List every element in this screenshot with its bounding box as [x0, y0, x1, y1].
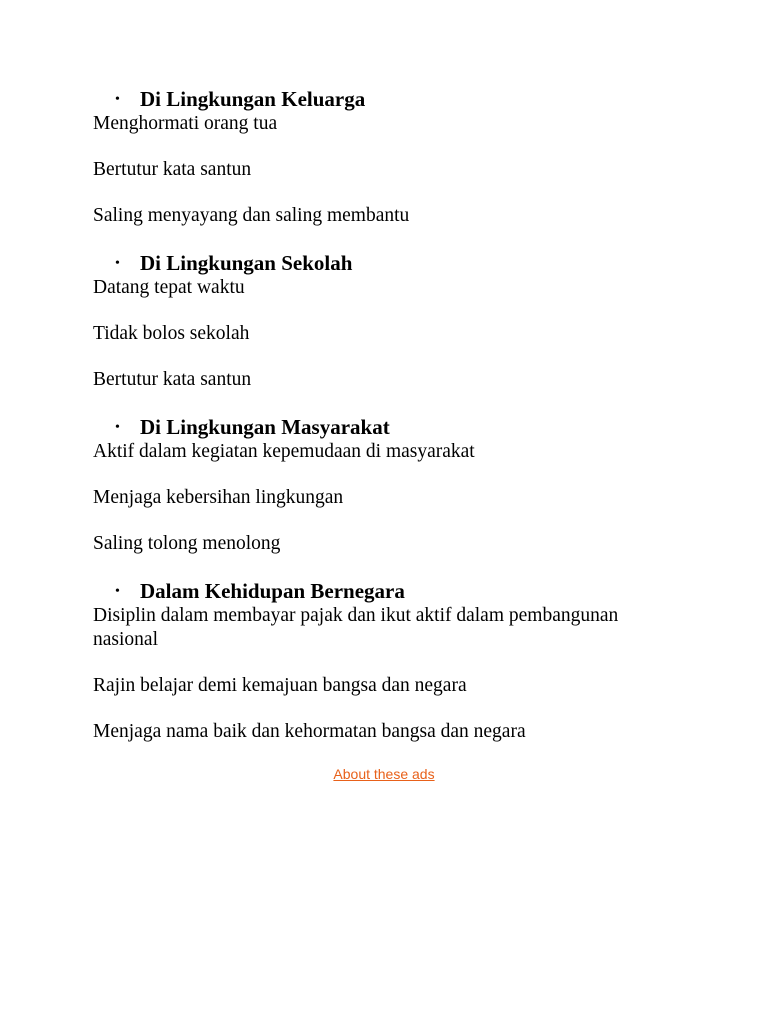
heading-text: Di Lingkungan Sekolah	[140, 251, 353, 275]
list-item: Menghormati orang tua	[93, 113, 278, 134]
list-item: Tidak bolos sekolah	[93, 323, 250, 344]
heading-text: Di Lingkungan Keluarga	[140, 87, 366, 111]
list-item: Bertutur kata santun	[93, 369, 252, 390]
list-item: Saling menyayang dan saling membantu	[93, 205, 410, 226]
section-masyarakat	[93, 414, 653, 556]
list-item: Bertutur kata santun	[93, 159, 252, 180]
bullet-icon: •	[115, 584, 120, 599]
heading-text: Di Lingkungan Masyarakat	[140, 415, 390, 439]
list-item: Saling tolong menolong	[93, 533, 281, 554]
list-item: Menjaga nama baik dan kehormatan bangsa dan negara	[93, 721, 526, 742]
heading-text: Dalam Kehidupan Bernegara	[140, 579, 405, 603]
bullet-icon: •	[115, 420, 120, 435]
bullet-icon: •	[115, 256, 120, 271]
section-heading	[93, 250, 653, 276]
ads-footer	[0, 765, 768, 783]
section-sekolah	[93, 250, 653, 392]
bullet-icon: •	[115, 92, 120, 107]
section-heading	[93, 414, 653, 440]
list-item: Disiplin dalam membayar pajak dan ikut aktif dalam pembangunan nasional	[93, 605, 619, 650]
section-heading	[93, 578, 653, 604]
section-keluarga	[93, 86, 653, 228]
section-heading	[93, 86, 653, 112]
list-item: Datang tepat waktu	[93, 277, 245, 298]
about-ads-link[interactable]: About these ads	[333, 766, 435, 782]
list-item: Rajin belajar demi kemajuan bangsa dan negara	[93, 675, 467, 696]
list-item: Aktif dalam kegiatan kepemudaan di masyarakat	[93, 441, 475, 462]
list-item: Menjaga kebersihan lingkungan	[93, 487, 344, 508]
section-bernegara	[93, 578, 653, 744]
